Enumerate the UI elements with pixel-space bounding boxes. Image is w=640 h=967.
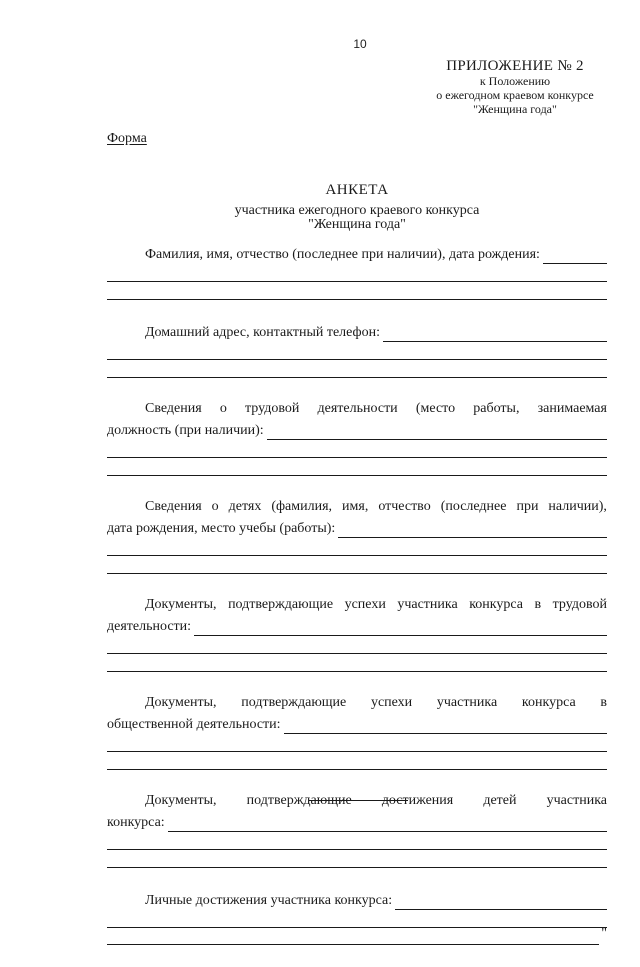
field-label-line-2: деятельности:	[107, 619, 192, 634]
answer-line[interactable]	[107, 910, 607, 928]
answer-line[interactable]	[107, 360, 607, 378]
answer-line[interactable]	[107, 264, 607, 282]
appendix-header	[425, 58, 605, 117]
answer-line[interactable]	[107, 734, 607, 752]
document-title: АНКЕТА	[325, 182, 389, 198]
field-label: Личные достижения участника конкурса:	[145, 893, 393, 908]
field-public-achievement-documents	[107, 694, 607, 770]
answer-line[interactable]	[284, 719, 607, 734]
answer-line[interactable]	[107, 556, 607, 574]
answer-line[interactable]	[168, 817, 607, 832]
field-label-line-1: Документы, подтверждающие достижения детей участника	[145, 793, 607, 808]
field-home-address-phone	[107, 322, 607, 378]
document-subtitle-line-2: "Женщина года"	[308, 217, 406, 232]
field-label-line-1: Документы, подтверждающие успехи участника конкурса в	[145, 695, 607, 710]
field-personal-achievements	[107, 890, 607, 945]
signature-line	[309, 800, 408, 801]
document-subtitle	[107, 204, 607, 232]
answer-line[interactable]	[543, 249, 607, 264]
answer-line[interactable]	[107, 636, 607, 654]
answer-line[interactable]	[107, 850, 607, 868]
appendix-line-1: к Положению	[479, 74, 551, 89]
closing-quote: "	[601, 926, 607, 941]
answer-line[interactable]	[107, 832, 607, 850]
field-label-line-1: Сведения о детях (фамилия, имя, отчество (последнее при наличии),	[145, 499, 607, 514]
answer-line[interactable]	[107, 440, 607, 458]
field-label-line-1: Документы, подтверждающие успехи участника конкурса в трудовой	[145, 597, 607, 612]
field-full-name-birthdate	[107, 244, 607, 300]
field-label-line-2: общественной деятельности:	[107, 717, 281, 732]
field-label-line-1: Сведения о трудовой деятельности (место работы, занимаемая	[145, 401, 607, 416]
field-label-line-2: конкурса:	[107, 815, 165, 830]
field-children-info	[107, 498, 607, 574]
answer-line[interactable]	[107, 654, 607, 672]
answer-line[interactable]	[383, 327, 607, 342]
form-label: Форма	[107, 131, 147, 146]
appendix-title: ПРИЛОЖЕНИЕ № 2	[446, 58, 584, 74]
questionnaire-fields	[107, 244, 607, 967]
answer-line[interactable]	[107, 538, 607, 556]
answer-line[interactable]	[194, 621, 607, 636]
field-label-line-2: дата рождения, место учебы (работы):	[107, 521, 336, 536]
answer-line[interactable]	[107, 342, 607, 360]
field-work-info	[107, 400, 607, 476]
answer-line[interactable]	[395, 895, 607, 910]
field-label-line-2: должность (при наличии):	[107, 423, 264, 438]
document-subtitle-line-1: участника ежегодного краевого конкурса	[234, 203, 480, 218]
answer-line[interactable]	[107, 752, 607, 770]
field-children-achievement-documents	[107, 792, 607, 868]
answer-line[interactable]	[107, 282, 607, 300]
answer-line[interactable]	[107, 927, 599, 945]
appendix-line-2: о ежегодном краевом конкурсе	[436, 88, 594, 103]
field-label: Домашний адрес, контактный телефон:	[145, 325, 380, 340]
page-number: 10	[353, 37, 367, 51]
answer-line[interactable]	[107, 458, 607, 476]
answer-line[interactable]	[338, 523, 607, 538]
answer-line[interactable]	[267, 425, 607, 440]
field-work-achievement-documents	[107, 596, 607, 672]
appendix-line-3: "Женщина года"	[473, 101, 557, 116]
field-label: Фамилия, имя, отчество (последнее при наличии), дата рождения:	[145, 247, 540, 262]
